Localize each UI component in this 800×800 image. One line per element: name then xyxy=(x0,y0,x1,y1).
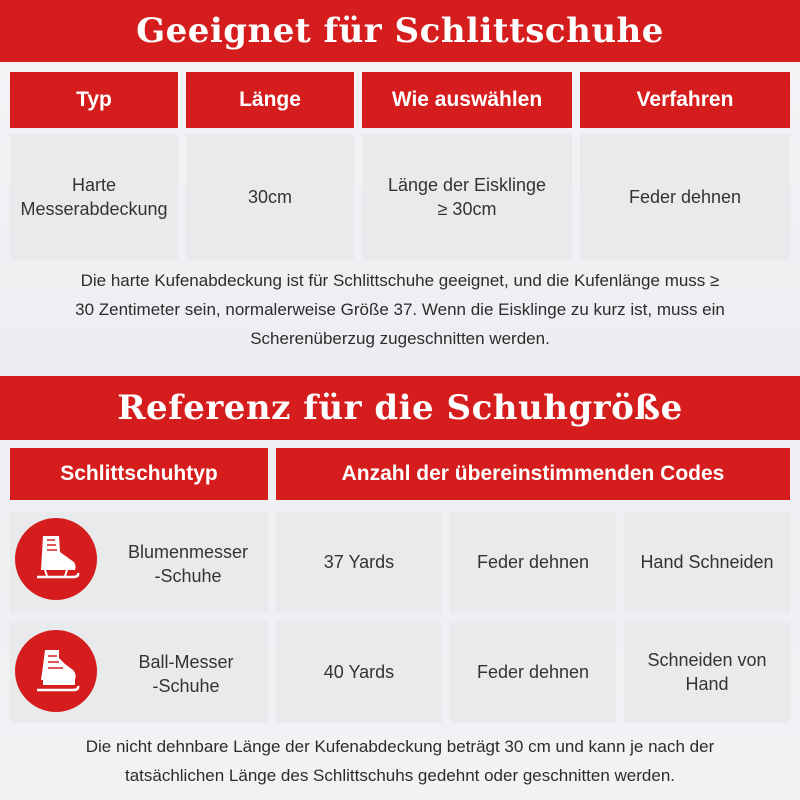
section1-description xyxy=(10,266,790,353)
section1-description-line: 30 Zentimeter sein, normalerweise Größe 37. Wenn die Eisklinge zu kurz ist, muss ein xyxy=(75,300,725,319)
cell-procedure-value: Feder dehnen xyxy=(580,134,790,260)
header-how-to-choose: Wie auswählen xyxy=(362,72,572,128)
section2-description-line: tatsächlichen Länge des Schlittschuhs gedehnt oder geschnitten werden. xyxy=(124,766,676,785)
row2-size: 40 Yards xyxy=(276,621,442,723)
header-skate-type: Schlittschuhtyp xyxy=(10,448,268,500)
row2-method1: Feder dehnen xyxy=(450,621,616,723)
row1-type-label xyxy=(110,540,266,588)
row1-type-line2: -Schuhe xyxy=(154,566,222,586)
header-procedure: Verfahren xyxy=(580,72,790,128)
figure-skate-icon xyxy=(15,518,97,600)
row2-type-label xyxy=(108,650,264,698)
hockey-skate-icon xyxy=(29,644,83,698)
cell-type-value xyxy=(10,134,178,260)
row1-method2 xyxy=(624,511,790,613)
section-title-suitable: Geeignet für Schlittschuhe xyxy=(0,0,800,62)
row2-method2-line2: Hand xyxy=(685,674,729,694)
section1-description-line: Scherenüberzug zugeschnitten werden. xyxy=(250,329,550,348)
row1-method1: Feder dehnen xyxy=(450,511,616,613)
row2-method2 xyxy=(624,621,790,723)
section2-description-line: Die nicht dehnbare Länge der Kufenabdeckung beträgt 30 cm und kann je nach der xyxy=(85,737,715,756)
section1-description-line: Die harte Kufenabdeckung ist für Schlittschuhe geeignet, und die Kufenlänge muss ≥ xyxy=(80,271,720,290)
cell-how-line1: Länge der Eisklinge xyxy=(387,175,547,195)
row1-type-line1: Blumenmesser xyxy=(127,542,249,562)
row1-size: 37 Yards xyxy=(276,511,442,613)
cell-type-line1: Harte xyxy=(71,175,116,195)
hockey-skate-icon xyxy=(15,630,97,712)
row2-type-line1: Ball-Messer xyxy=(138,652,234,672)
cell-how-to-choose-value xyxy=(362,134,572,260)
section-title-size-reference: Referenz für die Schuhgröße xyxy=(0,376,800,440)
header-type: Typ xyxy=(10,72,178,128)
cell-how-line2: ≥ 30cm xyxy=(437,199,497,219)
cell-type-line2: Messerabdeckung xyxy=(20,199,168,219)
row2-method2-line1: Schneiden von xyxy=(647,650,767,670)
figure-skate-icon xyxy=(29,532,83,586)
header-length: Länge xyxy=(186,72,354,128)
row2-type-line2: -Schuhe xyxy=(152,676,220,696)
header-matching-codes: Anzahl der übereinstimmenden Codes xyxy=(276,448,790,500)
row1-method2-line1: Hand Schneiden xyxy=(640,552,774,572)
cell-length-value: 30cm xyxy=(186,134,354,260)
section2-description xyxy=(10,732,790,790)
